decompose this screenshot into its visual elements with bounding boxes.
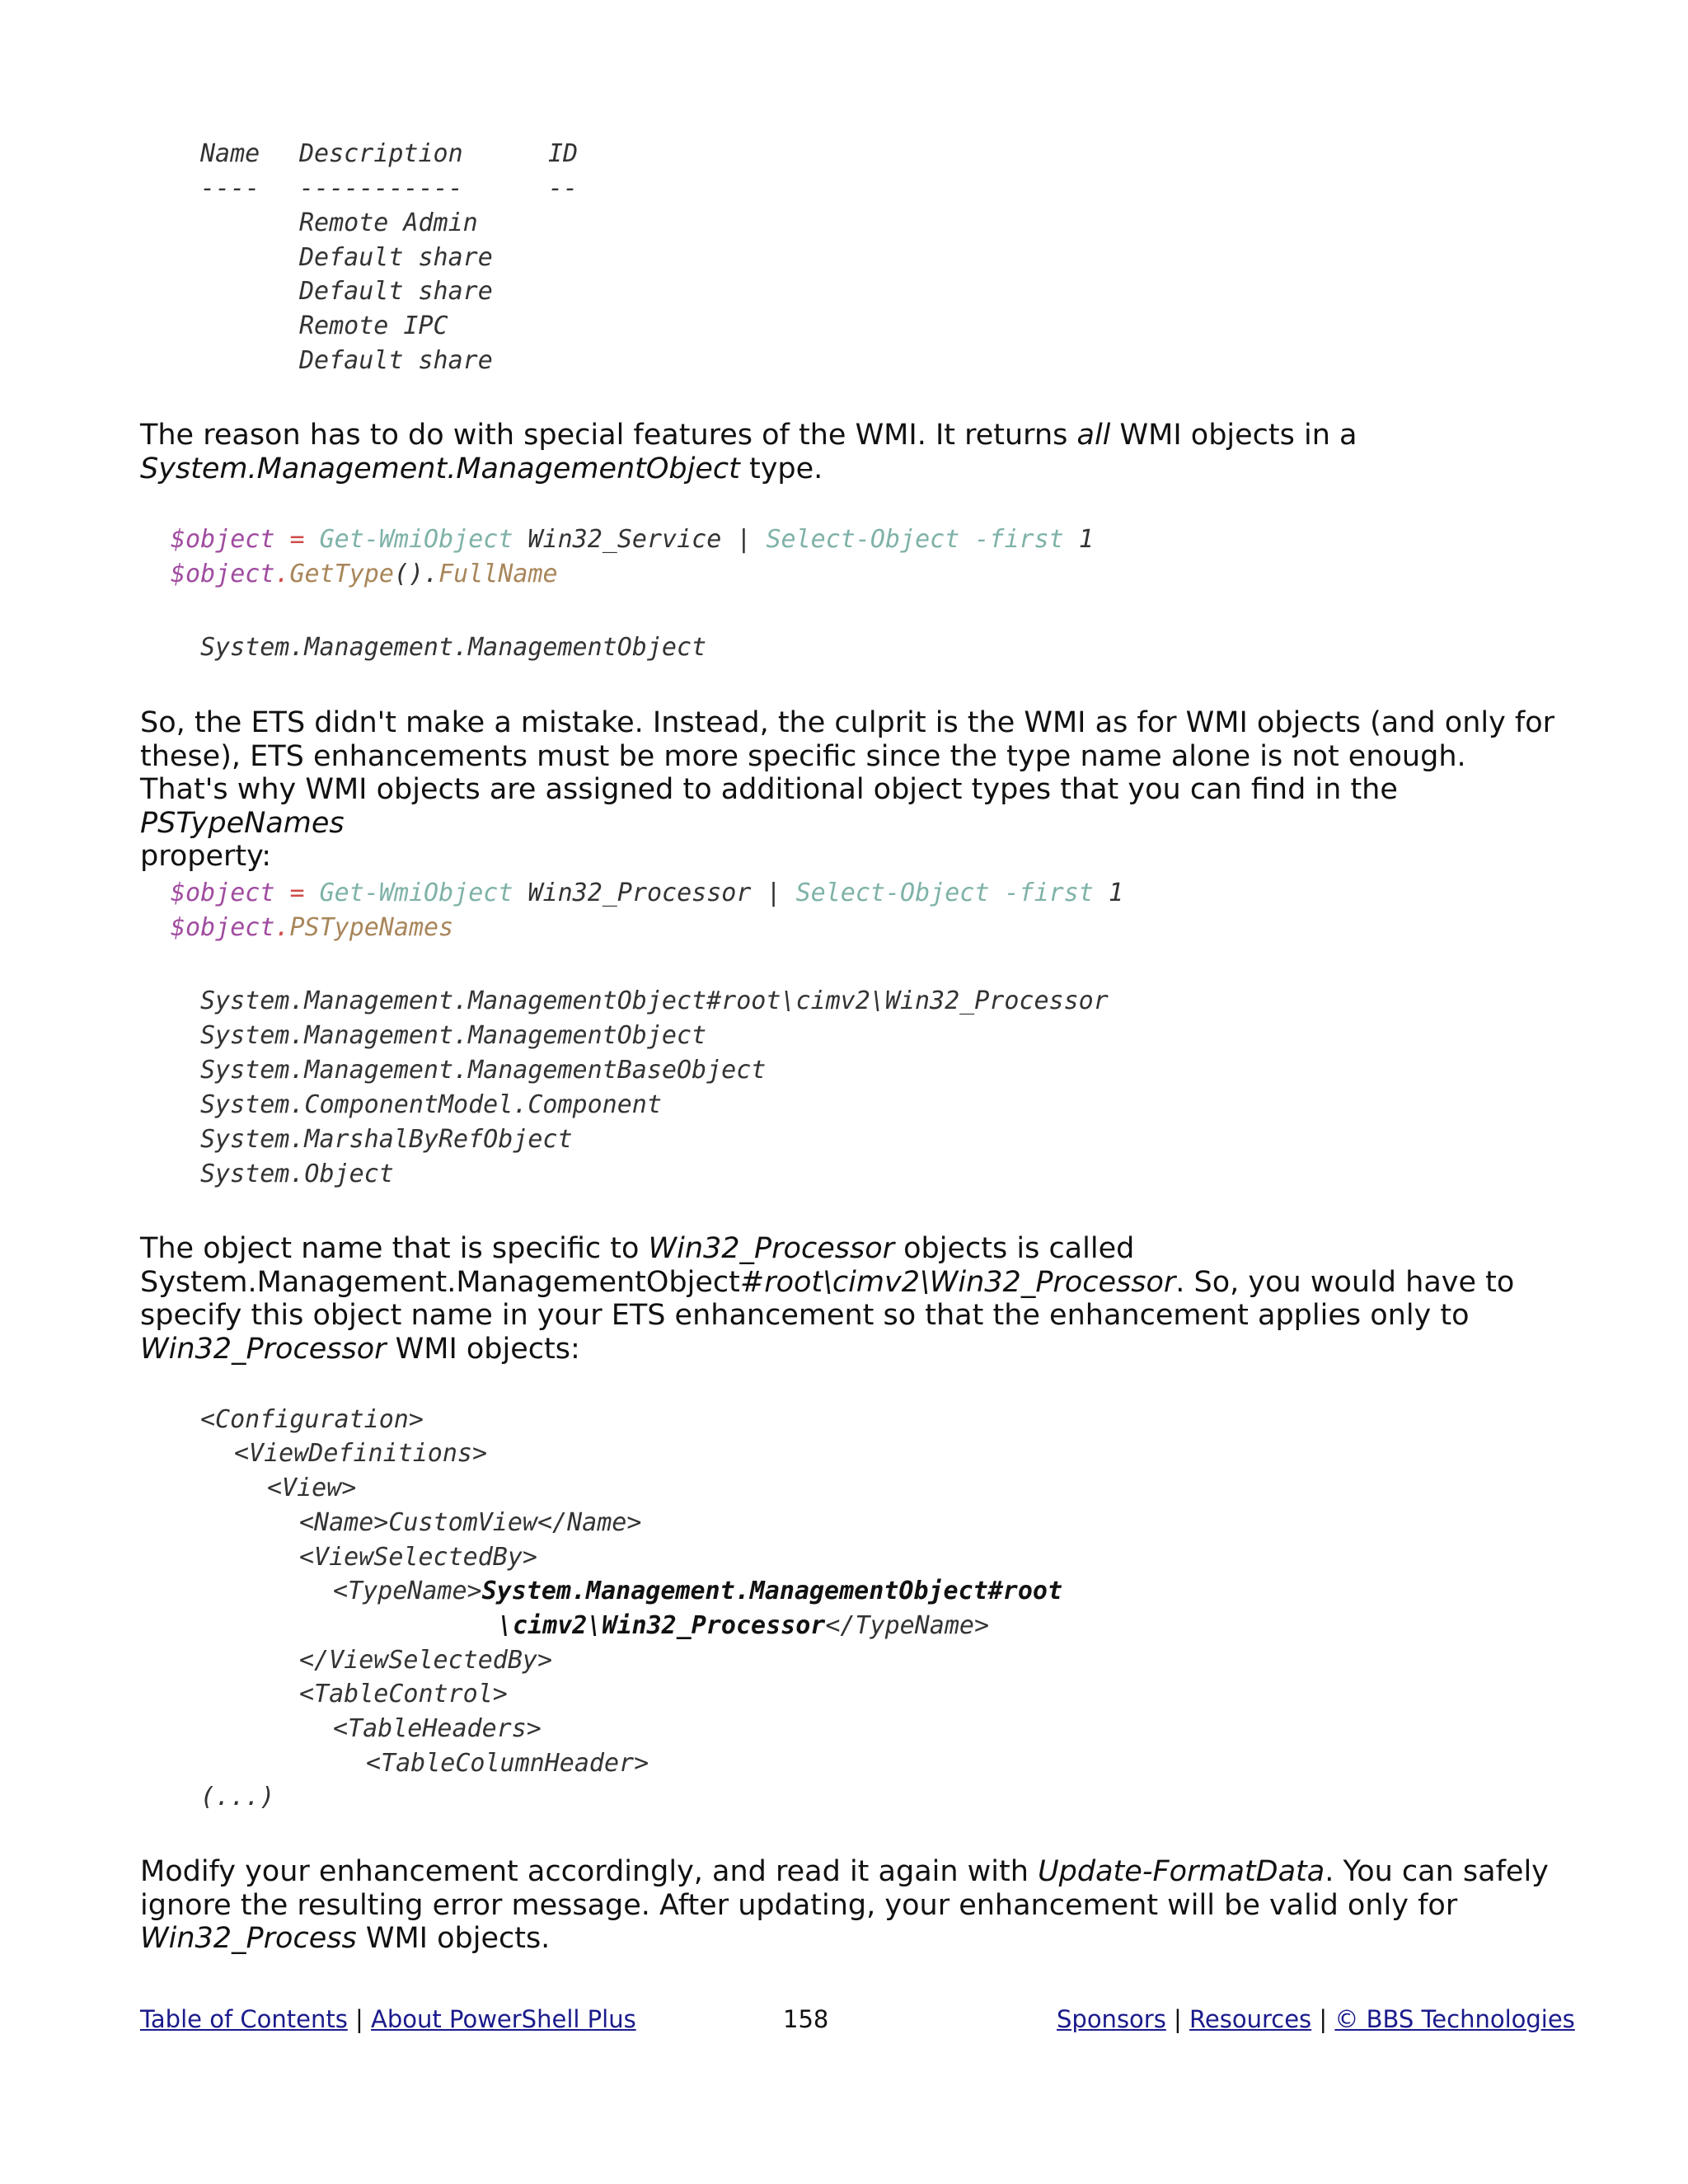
para1-emphasis-all: all bbox=[1076, 419, 1111, 452]
page-number: 158 bbox=[783, 2005, 829, 2033]
xml-line: <TableControl> bbox=[299, 1680, 508, 1708]
code-line bbox=[171, 911, 453, 945]
code-operator: = bbox=[274, 879, 320, 907]
xml-tag: </TypeName> bbox=[825, 1611, 990, 1640]
code-argument: Win32_Processor | bbox=[513, 879, 796, 907]
sponsors-link[interactable]: Sponsors bbox=[1057, 2005, 1166, 2033]
code-output-line: System.Management.ManagementObject bbox=[200, 633, 707, 662]
code-number: 1 bbox=[1093, 879, 1123, 907]
code-output-line: System.ComponentModel.Component bbox=[200, 1090, 662, 1119]
xml-tag: <TypeName> bbox=[333, 1577, 482, 1605]
xml-bold-typename: System.Management.ManagementObject#root bbox=[481, 1577, 1063, 1605]
table-of-contents-link[interactable]: Table of Contents bbox=[140, 2005, 348, 2033]
para3-text: . So, you would have to bbox=[1175, 1265, 1515, 1299]
code-cmdlet: Get-WmiObject bbox=[319, 879, 513, 907]
para3-text: specify this object name in your ETS enhancement so that the enhancement applies only to bbox=[140, 1299, 1470, 1332]
paragraph-object-name bbox=[140, 1232, 1558, 1366]
code-line bbox=[171, 523, 1094, 557]
code-line bbox=[171, 876, 1123, 911]
dash-description: ----------- bbox=[299, 174, 463, 203]
code-method: GetType bbox=[289, 560, 394, 588]
code-variable: $object bbox=[171, 525, 275, 554]
code-output-line: System.Management.ManagementObject bbox=[200, 1021, 707, 1050]
bbs-technologies-link[interactable]: © BBS Technologies bbox=[1334, 2005, 1575, 2033]
footer-right bbox=[1057, 2004, 1575, 2034]
para2-tail: property: bbox=[140, 840, 272, 873]
code-output-line: System.Object bbox=[200, 1160, 394, 1188]
table-row: Default share bbox=[299, 346, 493, 375]
para3-emphasis: Win32_Processor bbox=[648, 1232, 895, 1265]
code-cmdlet: Select-Object -first bbox=[766, 525, 1064, 554]
code-cmdlet: Select-Object -first bbox=[795, 879, 1094, 907]
code-operator: = bbox=[274, 525, 320, 554]
dash-name: ---- bbox=[200, 174, 260, 203]
para4-text: . You can safely bbox=[1325, 1855, 1549, 1888]
code-variable: $object bbox=[171, 560, 275, 588]
share-table-header bbox=[200, 137, 578, 171]
code-cmdlet: Get-WmiObject bbox=[319, 525, 513, 554]
xml-line bbox=[333, 1574, 1062, 1609]
xml-line: <TableColumnHeader> bbox=[366, 1749, 649, 1778]
code-parens: (). bbox=[393, 560, 439, 588]
code-output-line: System.MarshalByRefObject bbox=[200, 1125, 573, 1154]
code-variable: $object bbox=[171, 879, 275, 907]
footer-left bbox=[140, 2004, 636, 2034]
para1-text: The reason has to do with special features of the WMI. It returns bbox=[140, 419, 1077, 452]
share-table-dashes bbox=[200, 171, 578, 206]
xml-bold-typename: \cimv2\Win32_Processor bbox=[498, 1611, 826, 1640]
col-header-name: Name bbox=[200, 139, 260, 168]
table-row: Remote Admin bbox=[299, 209, 478, 237]
para3-text: objects is called bbox=[894, 1232, 1135, 1265]
para4-text: ignore the resulting error message. After updating, your enhancement will be valid only for bbox=[140, 1888, 1458, 1922]
xml-line: <View> bbox=[267, 1474, 357, 1502]
xml-line: </ViewSelectedBy> bbox=[299, 1646, 553, 1675]
para3-text: The object name that is specific to bbox=[140, 1232, 649, 1265]
paragraph-modify bbox=[140, 1855, 1558, 1956]
footer-separator: | bbox=[1311, 2005, 1335, 2033]
table-row: Default share bbox=[299, 243, 493, 272]
para3-text: System.Management.ManagementObject bbox=[140, 1265, 740, 1299]
xml-line: <ViewDefinitions> bbox=[234, 1439, 488, 1468]
col-header-description: Description bbox=[299, 139, 463, 168]
table-row: Default share bbox=[299, 277, 493, 306]
xml-line: <Configuration> bbox=[200, 1405, 424, 1434]
xml-line: (...) bbox=[200, 1783, 275, 1811]
footer-separator: | bbox=[1165, 2005, 1190, 2033]
code-output-line: System.Management.ManagementObject#root\cimv2\Win32_Processor bbox=[200, 987, 1109, 1015]
para1-text-2: WMI objects in a bbox=[1110, 419, 1357, 452]
para4-text: Modify your enhancement accordingly, and read it again with bbox=[140, 1855, 1039, 1888]
code-dot: . bbox=[274, 913, 290, 942]
para4-emphasis: Update-FormatData bbox=[1038, 1855, 1325, 1888]
para3-text: WMI objects: bbox=[386, 1332, 580, 1366]
about-powershell-plus-link[interactable]: About PowerShell Plus bbox=[371, 2005, 636, 2033]
footer-separator: | bbox=[347, 2005, 372, 2033]
code-line bbox=[171, 557, 558, 592]
paragraph-ets-explanation bbox=[140, 706, 1558, 874]
para4-text: WMI objects. bbox=[356, 1922, 551, 1955]
para1-emphasis-type: System.Management.ManagementObject bbox=[140, 452, 740, 485]
col-header-id: ID bbox=[548, 139, 579, 168]
code-dot: . bbox=[274, 560, 290, 588]
para3-emphasis: Win32_Processor bbox=[140, 1332, 387, 1366]
code-variable: $object bbox=[171, 913, 275, 942]
xml-line: <TableHeaders> bbox=[333, 1714, 542, 1743]
code-property: FullName bbox=[438, 560, 558, 588]
code-argument: Win32_Service | bbox=[513, 525, 767, 554]
paragraph-wmi-reason bbox=[140, 419, 1558, 485]
xml-line: <Name>CustomView</Name> bbox=[299, 1508, 642, 1537]
para4-emphasis: Win32_Process bbox=[140, 1922, 357, 1955]
dash-id: -- bbox=[548, 174, 579, 203]
para1-text-3: type. bbox=[739, 452, 823, 485]
para2-text: So, the ETS didn't make a mistake. Instead, the culprit is the WMI as for WMI objects (and only for these), ETS enhancements must be more specific since the type name alone is not enough. That's why WMI objects are assigned to additional object types that you can find in the bbox=[140, 706, 1555, 806]
table-row: Remote IPC bbox=[299, 312, 448, 340]
resources-link[interactable]: Resources bbox=[1189, 2005, 1312, 2033]
code-output-line: System.Management.ManagementBaseObject bbox=[200, 1056, 767, 1085]
xml-line: <ViewSelectedBy> bbox=[299, 1543, 537, 1572]
code-number: 1 bbox=[1063, 525, 1094, 554]
xml-line bbox=[498, 1609, 989, 1643]
para2-emphasis: PSTypeNames bbox=[140, 806, 345, 840]
code-property: PSTypeNames bbox=[289, 913, 454, 942]
para3-emphasis: #root\cimv2\Win32_Processor bbox=[739, 1265, 1176, 1299]
